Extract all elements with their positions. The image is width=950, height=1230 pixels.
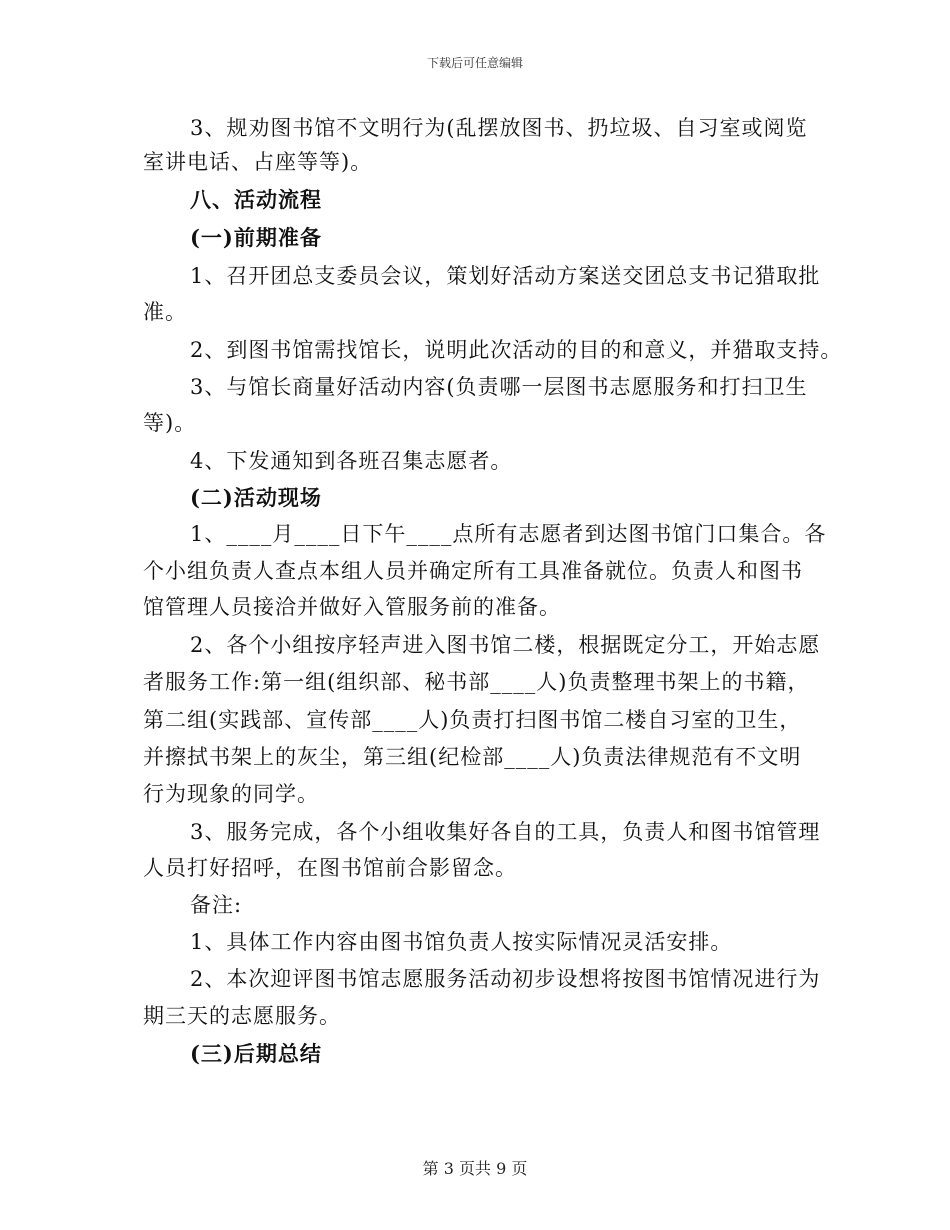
text-line: 3、与馆长商量好活动内容(负责哪一层图书志愿服务和打扫卫生: [190, 375, 808, 399]
note-label: 备注:: [190, 893, 243, 917]
text-line: 人员打好招呼，在图书馆前合影留念。: [143, 856, 517, 880]
text-line: 3、规劝图书馆不文明行为(乱摆放图书、扔垃圾、自习室或阅览: [190, 116, 808, 140]
text-line: 期三天的志愿服务。: [143, 1004, 341, 1028]
text-line: 2、到图书馆需找馆长，说明此次活动的目的和意义，并猎取支持。: [190, 338, 843, 362]
text-line: 个小组负责人查点本组人员并确定所有工具准备就位。负责人和图书: [143, 559, 803, 583]
text-line: 等)。: [143, 411, 197, 435]
subsection-heading: (一)前期准备: [190, 225, 322, 250]
text-line: 2、各个小组按序轻声进入图书馆二楼，根据既定分工，开始志愿: [190, 633, 821, 657]
text-line: 4、下发通知到各班召集志愿者。: [190, 449, 513, 473]
text-line: 准。: [143, 300, 187, 324]
text-line: 2、本次迎评图书馆志愿服务活动初步设想将按图书馆情况进行为: [190, 967, 821, 991]
text-line: 室讲电话、占座等等)。: [143, 150, 373, 174]
page-header: 下载后可任意编辑: [426, 56, 523, 70]
text-line: 馆管理人员接洽并做好入管服务前的准备。: [143, 595, 561, 619]
text-line: 者服务工作:第一组(组织部、秘书部____人)负责整理书架上的书籍，: [143, 670, 810, 694]
text-line: 1、____月____日下午____点所有志愿者到达图书馆门口集合。各: [190, 522, 827, 546]
section-heading: 八、活动流程: [190, 187, 322, 212]
text-line: 行为现象的同学。: [143, 782, 319, 806]
text-line: 1、召开团总支委员会议，策划好活动方案送交团总支书记猎取批: [190, 264, 821, 288]
text-line: 3、服务完成，各个小组收集好各自的工具，负责人和图书馆管理: [190, 820, 821, 844]
subsection-heading: (三)后期总结: [190, 1041, 322, 1066]
subsection-heading: (二)活动现场: [190, 485, 322, 510]
text-line: 1、具体工作内容由图书馆负责人按实际情况灵活安排。: [190, 930, 733, 954]
page-footer: 第 3 页共 9 页: [422, 1159, 528, 1178]
text-line: 并擦拭书架上的灰尘，第三组(纪检部____人)负责法律规范有不文明: [143, 745, 802, 769]
text-line: 第二组(实践部、宣传部____人)负责打扫图书馆二楼自习室的卫生，: [143, 708, 802, 732]
